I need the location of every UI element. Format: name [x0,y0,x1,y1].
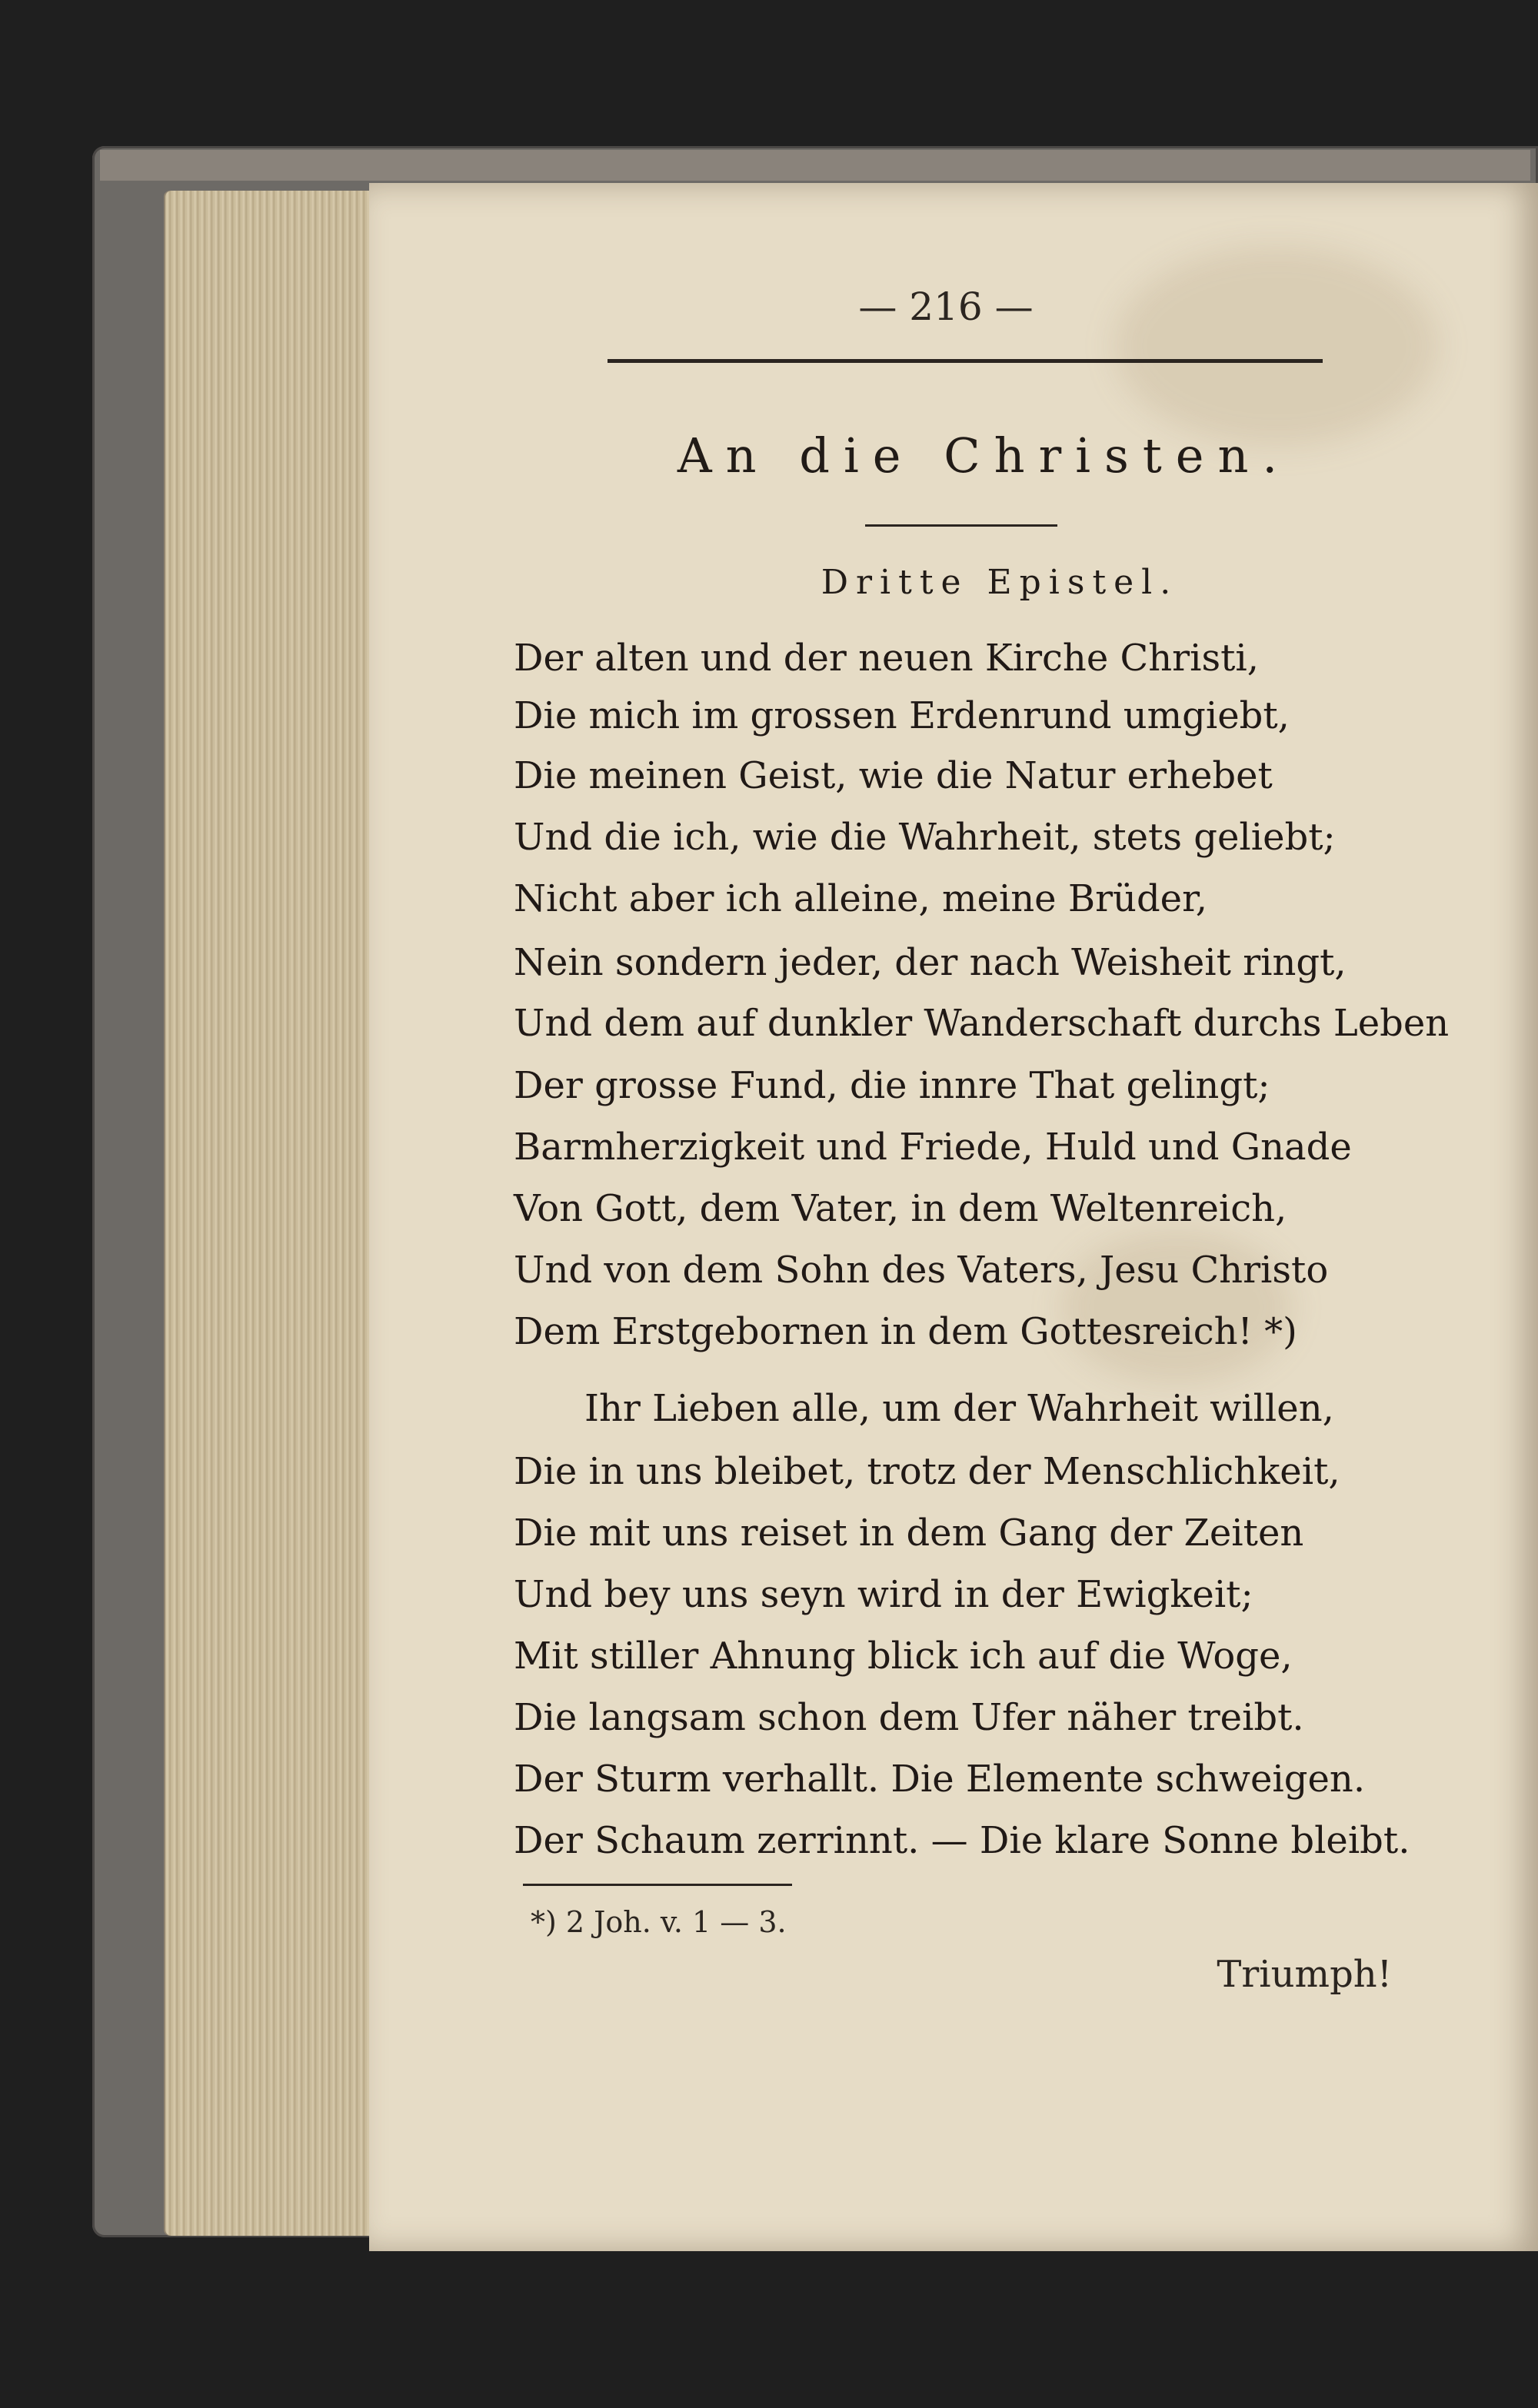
poem-line: Nein sondern jeder, der nach Weisheit ringt, [514,941,1347,984]
poem-line: Von Gott, dem Vater, in dem Weltenreich, [514,1187,1287,1230]
poem-title: An die Christen. [677,427,1292,484]
cover-top-edge [100,150,1530,181]
poem-line: Der Sturm verhallt. Die Elemente schweigen. [514,1758,1366,1801]
poem-line: Dem Erstgebornen in dem Gottesreich! *) [514,1310,1297,1353]
poem-line: Nicht aber ich alleine, meine Brüder, [514,877,1208,920]
poem-line: Und von dem Sohn des Vaters, Jesu Christo [514,1249,1329,1292]
poem-line: Und die ich, wie die Wahrheit, stets geliebt; [514,816,1336,859]
poem-line: Die mit uns reiset in dem Gang der Zeiten [514,1512,1304,1555]
page-number: — 216 — [858,284,1034,329]
poem-line: Mit stiller Ahnung blick ich auf die Woge, [514,1635,1293,1678]
poem-line: Die langsam schon dem Ufer näher treibt. [514,1696,1304,1739]
poem-line: Die mich im grossen Erdenrund umgiebt, [514,694,1290,737]
poem-line: Der grosse Fund, die innre That gelingt; [514,1064,1270,1107]
poem-line: Die meinen Geist, wie die Natur erhebet [514,754,1273,797]
poem-line: Barmherzigkeit und Friede, Huld und Gnade [514,1126,1352,1169]
poem-line: Der alten und der neuen Kirche Christi, [514,637,1259,680]
poem-line: Die in uns bleibet, trotz der Menschlichkeit, [514,1450,1340,1493]
poem-line: Der Schaum zerrinnt. — Die klare Sonne bleibt. [514,1819,1410,1862]
poem-line: Und bey uns seyn wird in der Ewigkeit; [514,1573,1253,1616]
catchword: Triumph! [1217,1953,1392,1996]
title-rule [865,524,1057,527]
poem-line: Ihr Lieben alle, um der Wahrheit willen, [584,1387,1334,1430]
page-block-edge [165,191,396,2236]
header-rule [608,359,1323,363]
poem-subtitle: Dritte Epistel. [821,563,1179,602]
footnote-rule [523,1884,792,1886]
footnote: *) 2 Joh. v. 1 — 3. [531,1905,787,1939]
page-stain [1115,246,1438,446]
poem-line: Und dem auf dunkler Wanderschaft durchs Leben [514,1002,1450,1045]
